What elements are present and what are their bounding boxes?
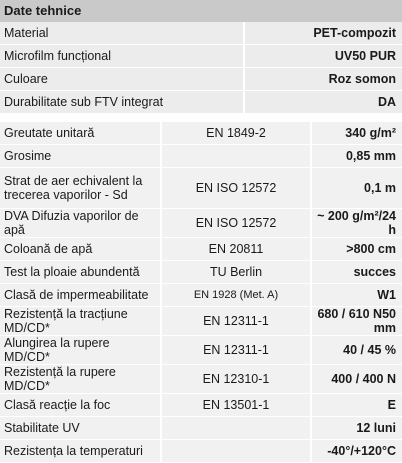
table-row <box>0 91 402 114</box>
spec-standard: EN 12310-1 <box>161 365 311 394</box>
table-row <box>0 307 402 336</box>
spec-value: 0,1 m <box>311 168 402 209</box>
spec-standard: EN 12311-1 <box>161 307 311 336</box>
spec-standard: EN 12311-1 <box>161 336 311 365</box>
divider <box>0 114 402 122</box>
spec-value: 400 / 400 N <box>311 365 402 394</box>
table-row <box>0 122 402 145</box>
property-label: Culoare <box>0 68 244 91</box>
spec-label: Alungirea la rupere MD/CD* <box>0 336 161 365</box>
spec-label: Rezistența la temperaturi <box>0 440 161 463</box>
spec-value: ~ 200 g/m²/24 h <box>311 209 402 238</box>
property-label: Microfilm funcțional <box>0 45 244 68</box>
spec-label: Rezistență la rupere MD/CD* <box>0 365 161 394</box>
table-row <box>0 209 402 238</box>
table-row <box>0 45 402 68</box>
spec-value: E <box>311 394 402 417</box>
spec-standard: EN 1928 (Met. A) <box>161 284 311 307</box>
table-row <box>0 417 402 440</box>
spec-label: Stabilitate UV <box>0 417 161 440</box>
spec-label: Greutate unitară <box>0 122 161 145</box>
spec-standard: TU Berlin <box>161 261 311 284</box>
table-row <box>0 22 402 45</box>
spec-value: -40°/+120°C <box>311 440 402 463</box>
spec-label: Grosime <box>0 145 161 168</box>
spec-value: 340 g/m² <box>311 122 402 145</box>
spec-label: Clasă reacție la foc <box>0 394 161 417</box>
table-row <box>0 168 402 209</box>
spec-standard <box>161 145 311 168</box>
technical-specs-table <box>0 122 402 463</box>
spec-standard: EN 1849-2 <box>161 122 311 145</box>
spec-value: 680 / 610 N50 mm <box>311 307 402 336</box>
table-row <box>0 261 402 284</box>
table-row <box>0 336 402 365</box>
spec-value: 0,85 mm <box>311 145 402 168</box>
property-label: Durabilitate sub FTV integrat <box>0 91 244 114</box>
table-row <box>0 440 402 463</box>
spec-value: 12 luni <box>311 417 402 440</box>
spec-standard <box>161 417 311 440</box>
spec-label: Clasă de impermeabilitate <box>0 284 161 307</box>
property-value: Roz somon <box>244 68 402 91</box>
section-title: Date tehnice <box>0 0 402 22</box>
table-row <box>0 284 402 307</box>
spec-standard: EN 20811 <box>161 238 311 261</box>
table-row <box>0 68 402 91</box>
table-row <box>0 238 402 261</box>
spec-label: DVA Difuzia vaporilor de apă <box>0 209 161 238</box>
spec-label: Strat de aer echivalent la trecerea vaporilor - Sd <box>0 168 161 209</box>
spec-value: W1 <box>311 284 402 307</box>
spec-label: Rezistență la tracțiune MD/CD* <box>0 307 161 336</box>
table-row <box>0 394 402 417</box>
spec-standard: EN ISO 12572 <box>161 209 311 238</box>
property-value: DA <box>244 91 402 114</box>
spec-label: Coloană de apă <box>0 238 161 261</box>
spec-standard: EN 13501-1 <box>161 394 311 417</box>
spec-standard: EN ISO 12572 <box>161 168 311 209</box>
spec-value: >800 cm <box>311 238 402 261</box>
general-properties-table <box>0 22 402 114</box>
spec-value: 40 / 45 % <box>311 336 402 365</box>
table-row <box>0 145 402 168</box>
table-row <box>0 365 402 394</box>
spec-value: succes <box>311 261 402 284</box>
spec-standard <box>161 440 311 463</box>
property-value: UV50 PUR <box>244 45 402 68</box>
property-label: Material <box>0 22 244 45</box>
spec-label: Test la ploaie abundentă <box>0 261 161 284</box>
property-value: PET-compozit <box>244 22 402 45</box>
